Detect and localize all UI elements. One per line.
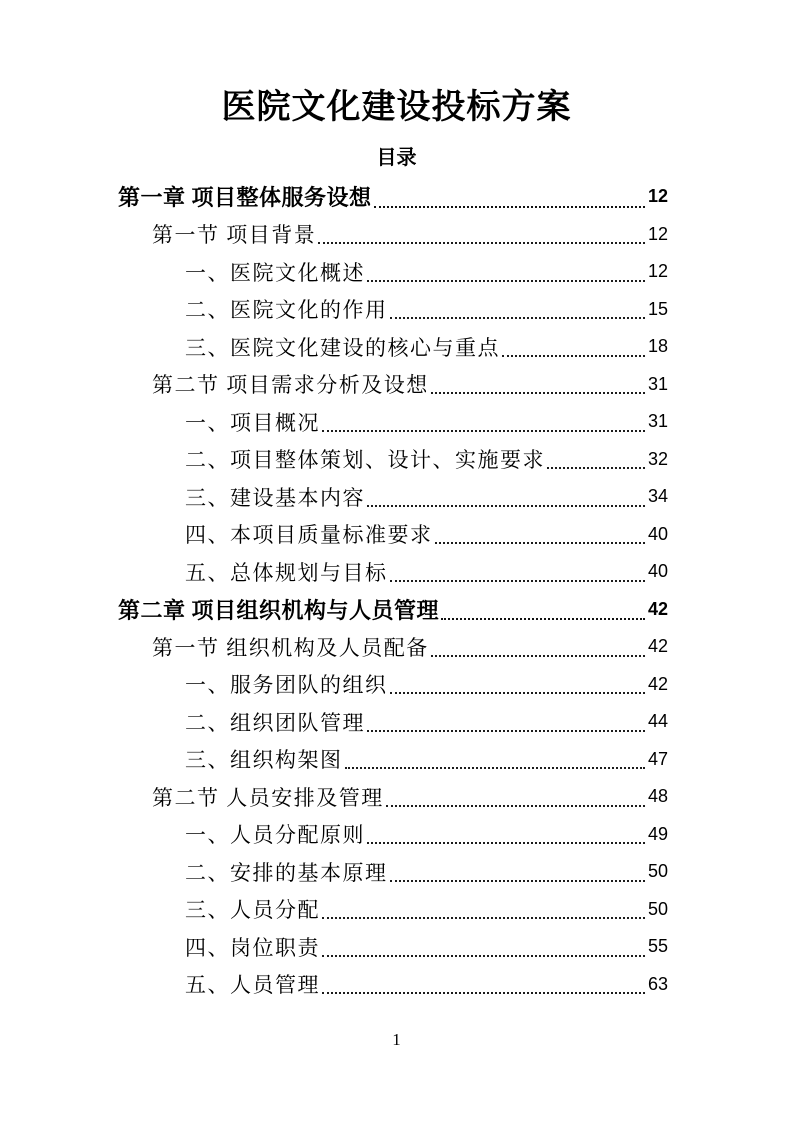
dot-leader [318, 242, 645, 244]
toc-entry-page: 42 [647, 636, 668, 657]
toc-entry-item[interactable] [185, 816, 668, 854]
toc-entry-item[interactable] [185, 703, 668, 741]
dot-leader [435, 542, 645, 544]
dot-leader [367, 730, 645, 732]
dot-leader [322, 430, 645, 432]
toc-entry-item[interactable] [185, 291, 668, 329]
toc-entry-label: 第二节 人员安排及管理 [152, 785, 384, 810]
dot-leader [441, 618, 645, 620]
toc-entry-page: 31 [647, 373, 668, 394]
toc-entry-chapter-2[interactable] [118, 591, 668, 629]
toc-entry-label: 四、本项目质量标准要求 [185, 523, 433, 548]
toc-entry-label: 第二章 项目组织机构与人员管理 [118, 597, 440, 623]
dot-leader [322, 955, 645, 957]
toc-entry-item[interactable] [185, 853, 668, 891]
toc-heading: 目录 [376, 147, 417, 169]
toc-entry-page: 50 [647, 898, 668, 919]
toc-entry-label: 二、组织团队管理 [185, 710, 365, 735]
toc-entry-item[interactable] [185, 328, 668, 366]
dot-leader [367, 280, 645, 282]
toc-entry-label: 三、建设基本内容 [185, 485, 365, 510]
dot-leader [367, 505, 645, 507]
toc-entry-item[interactable] [185, 666, 668, 704]
toc-entry-label: 第一节 组织机构及人员配备 [152, 635, 429, 660]
toc-entry-page: 42 [647, 598, 668, 619]
dot-leader [390, 317, 645, 319]
toc-entry-label: 二、项目整体策划、设计、实施要求 [185, 448, 545, 473]
toc-entry-page: 42 [647, 673, 668, 694]
toc-entry-page: 40 [647, 561, 668, 582]
dot-leader [431, 392, 645, 394]
toc-entry-page: 31 [647, 411, 668, 432]
dot-leader [345, 767, 645, 769]
toc-entry-page: 32 [647, 448, 668, 469]
toc-entry-label: 一、项目概况 [185, 410, 320, 435]
toc-entry-item[interactable] [185, 441, 668, 479]
toc-entry-label: 三、人员分配 [185, 898, 320, 923]
toc-entry-label: 一、医院文化概述 [185, 260, 365, 285]
toc-entry-item[interactable] [185, 403, 668, 441]
dot-leader [390, 880, 645, 882]
toc-entry-page: 55 [647, 936, 668, 957]
toc-entry-page: 47 [647, 748, 668, 769]
toc-entry-label: 五、人员管理 [185, 973, 320, 998]
toc-entry-page: 50 [647, 861, 668, 882]
toc-entry-item[interactable] [185, 553, 668, 591]
toc-entry-item[interactable] [185, 478, 668, 516]
dot-leader [367, 842, 645, 844]
toc-entry-chapter-1[interactable] [118, 178, 668, 216]
toc-entry-item[interactable] [185, 928, 668, 966]
toc-entry-page: 48 [647, 786, 668, 807]
toc-entry-item[interactable] [185, 966, 668, 1004]
toc-entry-item[interactable] [185, 253, 668, 291]
toc-entry-label: 二、安排的基本原理 [185, 860, 388, 885]
dot-leader [386, 805, 645, 807]
toc-entry-page: 12 [647, 223, 668, 244]
dot-leader [322, 917, 645, 919]
dot-leader [431, 655, 645, 657]
toc-entry-item[interactable] [185, 741, 668, 779]
dot-leader [502, 355, 645, 357]
toc-entry-page: 12 [647, 261, 668, 282]
toc-entry-section[interactable] [152, 366, 668, 404]
dot-leader [547, 467, 645, 469]
toc-entry-item[interactable] [185, 891, 668, 929]
toc-entry-page: 15 [647, 298, 668, 319]
toc-entry-label: 三、组织构架图 [185, 748, 343, 773]
toc-entry-label: 四、岗位职责 [185, 935, 320, 960]
toc-entry-page: 34 [647, 486, 668, 507]
dot-leader [390, 580, 645, 582]
footer-page-number: 1 [392, 1030, 401, 1049]
toc-entry-label: 二、医院文化的作用 [185, 298, 388, 323]
toc-entry-section[interactable] [152, 216, 668, 254]
toc-entry-label: 一、人员分配原则 [185, 823, 365, 848]
toc-entry-page: 49 [647, 823, 668, 844]
toc-entry-label: 第一节 项目背景 [152, 223, 317, 248]
dot-leader [390, 692, 645, 694]
table-of-contents [118, 178, 668, 1003]
toc-entry-section[interactable] [152, 628, 668, 666]
toc-entry-page: 44 [647, 711, 668, 732]
toc-entry-page: 12 [647, 186, 668, 207]
toc-entry-label: 第二节 项目需求分析及设想 [152, 373, 429, 398]
toc-entry-page: 18 [647, 336, 668, 357]
toc-entry-label: 五、总体规划与目标 [185, 560, 388, 585]
dot-leader [322, 992, 645, 994]
toc-entry-label: 一、服务团队的组织 [185, 673, 388, 698]
dot-leader [374, 206, 645, 208]
toc-entry-page: 40 [647, 523, 668, 544]
toc-entry-item[interactable] [185, 516, 668, 554]
document-title: 医院文化建设投标方案 [221, 89, 572, 126]
toc-entry-label: 第一章 项目整体服务设想 [118, 185, 372, 211]
toc-entry-page: 63 [647, 973, 668, 994]
toc-entry-label: 三、医院文化建设的核心与重点 [185, 335, 500, 360]
toc-entry-section[interactable] [152, 778, 668, 816]
